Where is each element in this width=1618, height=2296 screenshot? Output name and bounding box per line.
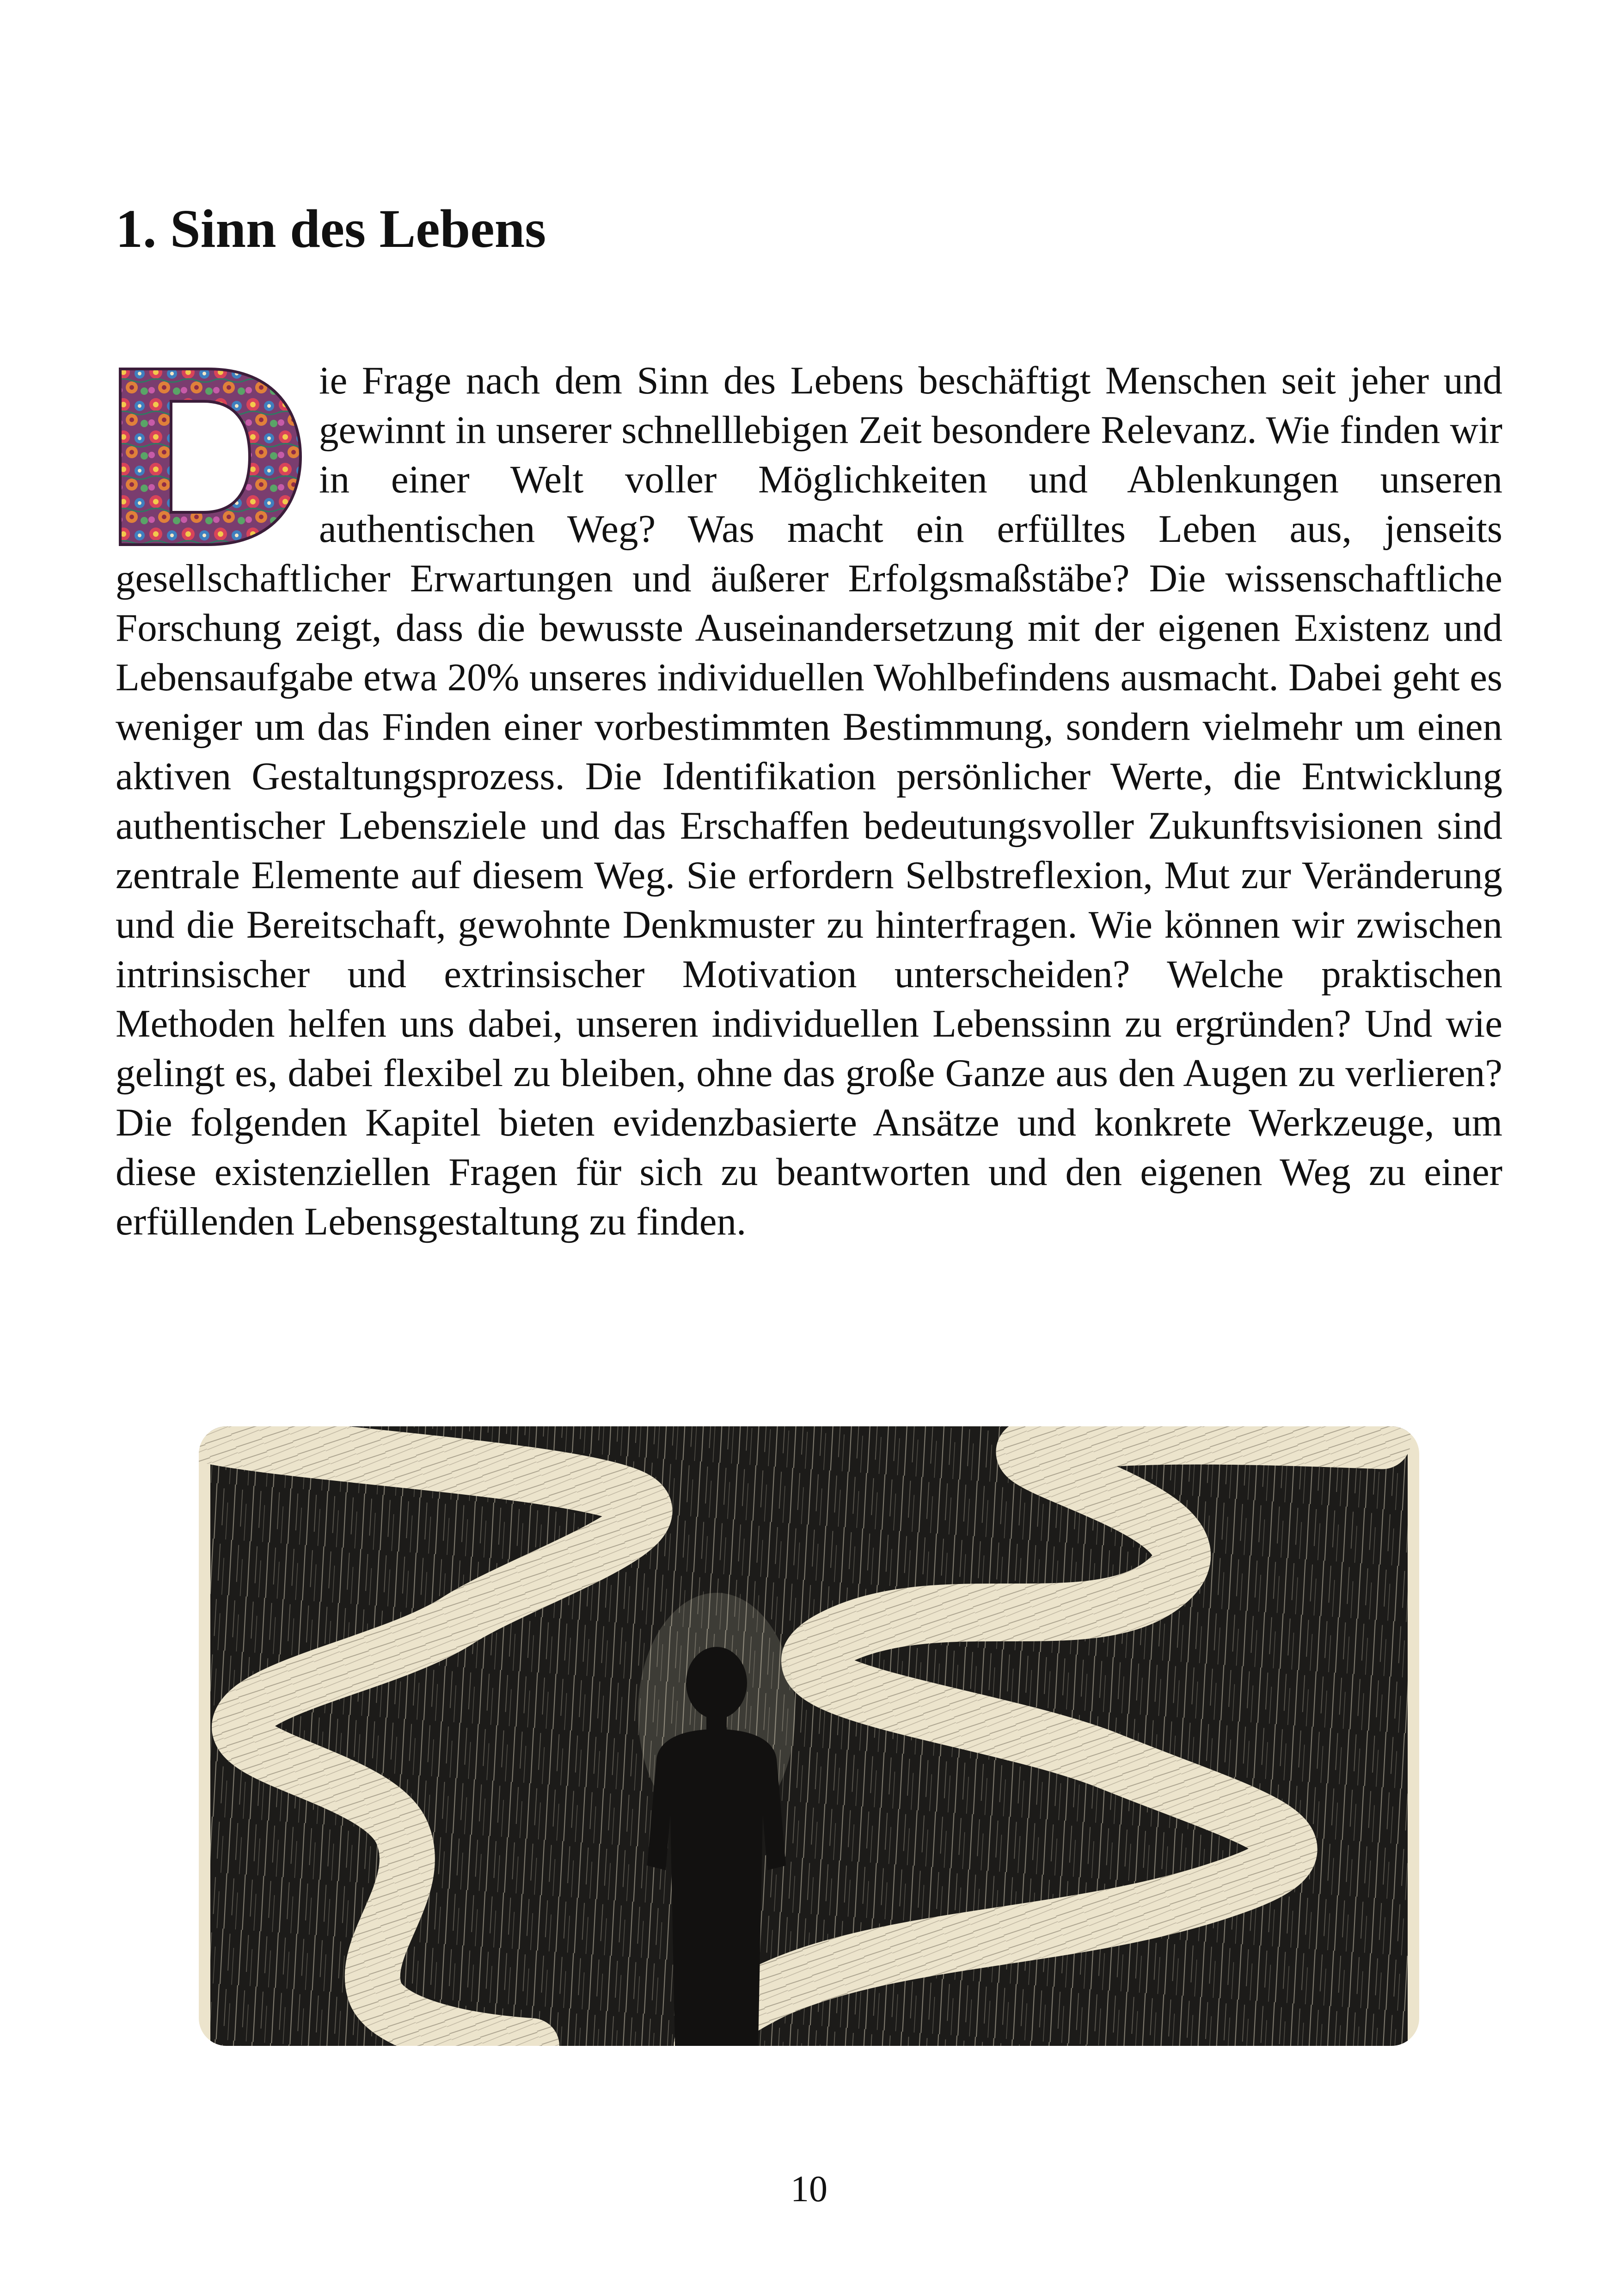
page-number: 10 <box>791 2169 827 2210</box>
ornamental-initial-icon <box>116 364 305 549</box>
intro-paragraph: ie Frage nach dem Sinn des Lebens beschäftigt Menschen seit jeher und gewinnt in unserer schnelllebigen Zeit besondere Relevanz. Wie finden wir in einer Welt voller Möglichkeiten und Ablenkungen unseren authentischen Weg? Was macht ein erfülltes Leben aus, jenseits gesellschaftlicher Erwartungen und äußerer Erfolgsmaßstäbe? Die wissenschaftliche Forschung zeigt, dass die bewusste Auseinandersetzung mit der eigenen Existenz und Lebensaufgabe etwa 20% unseres individuellen Wohlbefindens ausmacht. Dabei geht es weniger um das Finden einer vorbestimmten Bestimmung, sondern vielmehr um einen aktiven Gestaltungsprozess. Die Identifikation persönlicher Werte, die Entwicklung authentischer Lebensziele und das Erschaffen bedeutungsvoller Zukunftsvisionen sind zentrale Elemente auf diesem Weg. Sie erfordern Selbstreflexion, Mut zur Veränderung und die Bereitschaft, gewohnte Denkmuster zu hinterfragen. Wie können wir zwischen intrinsischer und extrinsischer Motivation unterscheiden? Welche praktischen Methoden helfen uns dabei, unseren individuellen Lebenssinn zu ergründen? Und wie gelingt es, dabei flexibel zu bleiben, ohne das große Ganze aus den Augen zu verlieren? Die folgenden Kapitel bieten evidenzbasierte Ansätze und konkrete Werkzeuge, um diese existenziellen Fragen für sich zu beantworten und den eigenen Weg zu einer erfüllenden Lebensgestaltung zu finden. <box>116 359 1502 1243</box>
chapter-body <box>116 356 1502 1246</box>
drop-cap-d <box>116 364 305 549</box>
winding-paths-silhouette-icon <box>199 1426 1419 2046</box>
woodcut-illustration <box>199 1426 1419 2046</box>
chapter-title: 1. Sinn des Lebens <box>116 198 546 259</box>
